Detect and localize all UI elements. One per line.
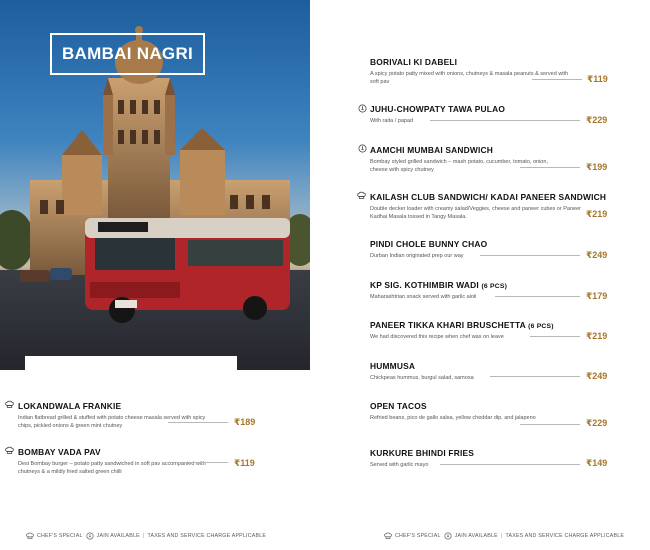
menu-item bbox=[370, 57, 570, 86]
menu-item bbox=[370, 361, 570, 383]
leader-line bbox=[495, 296, 580, 297]
menu-item-description: Maharashtrian snack served with garlic aioli bbox=[370, 294, 477, 300]
menu-item-name: KURKURE BHINDI FRIES bbox=[370, 448, 475, 458]
leader-line bbox=[530, 336, 580, 337]
menu-item-description: Bombay styled grilled sandwich – mash potato, cucumber, tomato, onion, cheese with spicy chutney bbox=[370, 159, 548, 173]
menu-item-name: PANEER TIKKA KHARI BRUSCHETTA (6 PCS) bbox=[370, 320, 554, 330]
menu-item-price: ₹249 bbox=[586, 371, 608, 381]
menu-item bbox=[370, 104, 570, 126]
menu-item-price: ₹249 bbox=[586, 250, 608, 260]
section-title: BAMBAI NAGRI bbox=[61, 44, 194, 63]
jain-icon bbox=[86, 532, 94, 540]
menu-item bbox=[370, 280, 570, 302]
menu-item bbox=[370, 320, 585, 342]
menu-item-price: ₹119 bbox=[234, 458, 255, 468]
menu-item bbox=[18, 401, 218, 430]
menu-item-name: JUHU-CHOWPATY TAWA PULAO bbox=[370, 104, 506, 114]
legend-jain-available: JAIN AVAILABLE bbox=[454, 533, 498, 539]
chef-hat-icon bbox=[26, 532, 34, 540]
leader-line bbox=[480, 255, 580, 256]
hero-photo bbox=[0, 0, 310, 370]
menu-item-name: PINDI CHOLE BUNNY CHAO bbox=[370, 239, 488, 249]
menu-item-description: We had discovered this recipe when chef was on leave bbox=[370, 334, 504, 340]
menu-item-description: Chickpeas hummus, burgul salad, samosa bbox=[370, 375, 474, 381]
chef-hat-icon bbox=[384, 532, 392, 540]
menu-item-price: ₹219 bbox=[586, 209, 608, 219]
menu-item-price: ₹229 bbox=[586, 418, 608, 428]
menu-item-description: A spicy potato patty mixed with onions, chutneys & masala peanuts & served with soft pav bbox=[370, 71, 569, 85]
menu-item-name: BORIVALI KI DABELI bbox=[370, 57, 458, 67]
menu-item-price: ₹179 bbox=[586, 291, 608, 301]
jain-icon bbox=[358, 144, 367, 153]
legend-chefs-special: CHEF'S SPECIAL bbox=[395, 533, 441, 539]
menu-item bbox=[370, 448, 570, 470]
menu-item-price: ₹219 bbox=[586, 331, 608, 341]
legend-chefs-special: CHEF'S SPECIAL bbox=[37, 533, 83, 539]
leader-line bbox=[520, 167, 580, 168]
menu-item-price: ₹229 bbox=[586, 115, 608, 125]
menu-item-price: ₹149 bbox=[586, 458, 608, 468]
red-bus bbox=[85, 218, 290, 323]
menu-item-description: Indian flatbread grilled & stuffed with potato cheese masala served with spicy chips, pickled onions & green mint chutney bbox=[18, 415, 206, 429]
menu-item-description: With raita / papad bbox=[370, 118, 414, 124]
jain-icon bbox=[444, 532, 452, 540]
jain-icon bbox=[358, 104, 367, 113]
leader-line bbox=[178, 462, 228, 463]
menu-item-name: KAILASH CLUB SANDWICH/ KADAI PANEER SANDWICH bbox=[370, 192, 607, 202]
chef-hat-icon bbox=[5, 446, 14, 455]
menu-item bbox=[370, 239, 570, 261]
chef-hat-icon bbox=[5, 400, 14, 409]
menu-item-quantity: (6 PCS) bbox=[481, 283, 508, 290]
menu-item-description: Served with garlic mayo bbox=[370, 462, 429, 468]
menu-item-description: Refried beans, pico de gallo salsa, yellow cheddar dip, and jalapeno bbox=[370, 415, 536, 421]
menu-item-name: BOMBAY VADA PAV bbox=[18, 447, 101, 457]
leader-line bbox=[490, 376, 580, 377]
menu-item bbox=[370, 145, 560, 174]
menu-item bbox=[370, 401, 555, 423]
menu-item-name: AAMCHI MUMBAI SANDWICH bbox=[370, 145, 494, 155]
menu-item-description: Durban Indian originated prep our way bbox=[370, 253, 464, 259]
leader-line bbox=[440, 464, 580, 465]
legend-taxes: TAXES AND SERVICE CHARGE APPLICABLE bbox=[505, 533, 625, 539]
menu-item-name: KP SIG. KOTHIMBIR WADI (6 PCS) bbox=[370, 280, 508, 290]
menu-item-name: LOKANDWALA FRANKIE bbox=[18, 401, 122, 411]
leader-line bbox=[430, 120, 580, 121]
menu-item-name: HUMMUSA bbox=[370, 361, 416, 371]
legend-separator: | bbox=[500, 533, 503, 539]
photo-notch bbox=[25, 356, 237, 372]
footer-legend bbox=[26, 532, 266, 540]
menu-item-price: ₹119 bbox=[587, 74, 608, 84]
legend-jain-available: JAIN AVAILABLE bbox=[96, 533, 140, 539]
legend-separator: | bbox=[142, 533, 145, 539]
menu-item-description: Double decker loader with creamy salad/Veggies, cheese and paneer cubes or Paneer Kadhai Masala tossed in Tangy Masala. bbox=[370, 206, 581, 220]
leader-line bbox=[168, 422, 228, 423]
section-title-box bbox=[50, 33, 205, 75]
menu-item-price: ₹189 bbox=[234, 417, 256, 427]
footer-legend bbox=[384, 532, 624, 540]
menu-item-price: ₹199 bbox=[586, 162, 608, 172]
chef-hat-icon bbox=[357, 191, 366, 200]
menu-item-description: Desi Bombay burger – potato patty sandwiched in soft pav accompanied with chutneys & a mildly fried salted green chilli bbox=[18, 461, 206, 475]
menu-item-name: OPEN TACOS bbox=[370, 401, 427, 411]
leader-line bbox=[532, 79, 582, 80]
legend-taxes: TAXES AND SERVICE CHARGE APPLICABLE bbox=[147, 533, 267, 539]
leader-line bbox=[520, 424, 580, 425]
menu-item-quantity: (6 PCS) bbox=[528, 323, 554, 330]
